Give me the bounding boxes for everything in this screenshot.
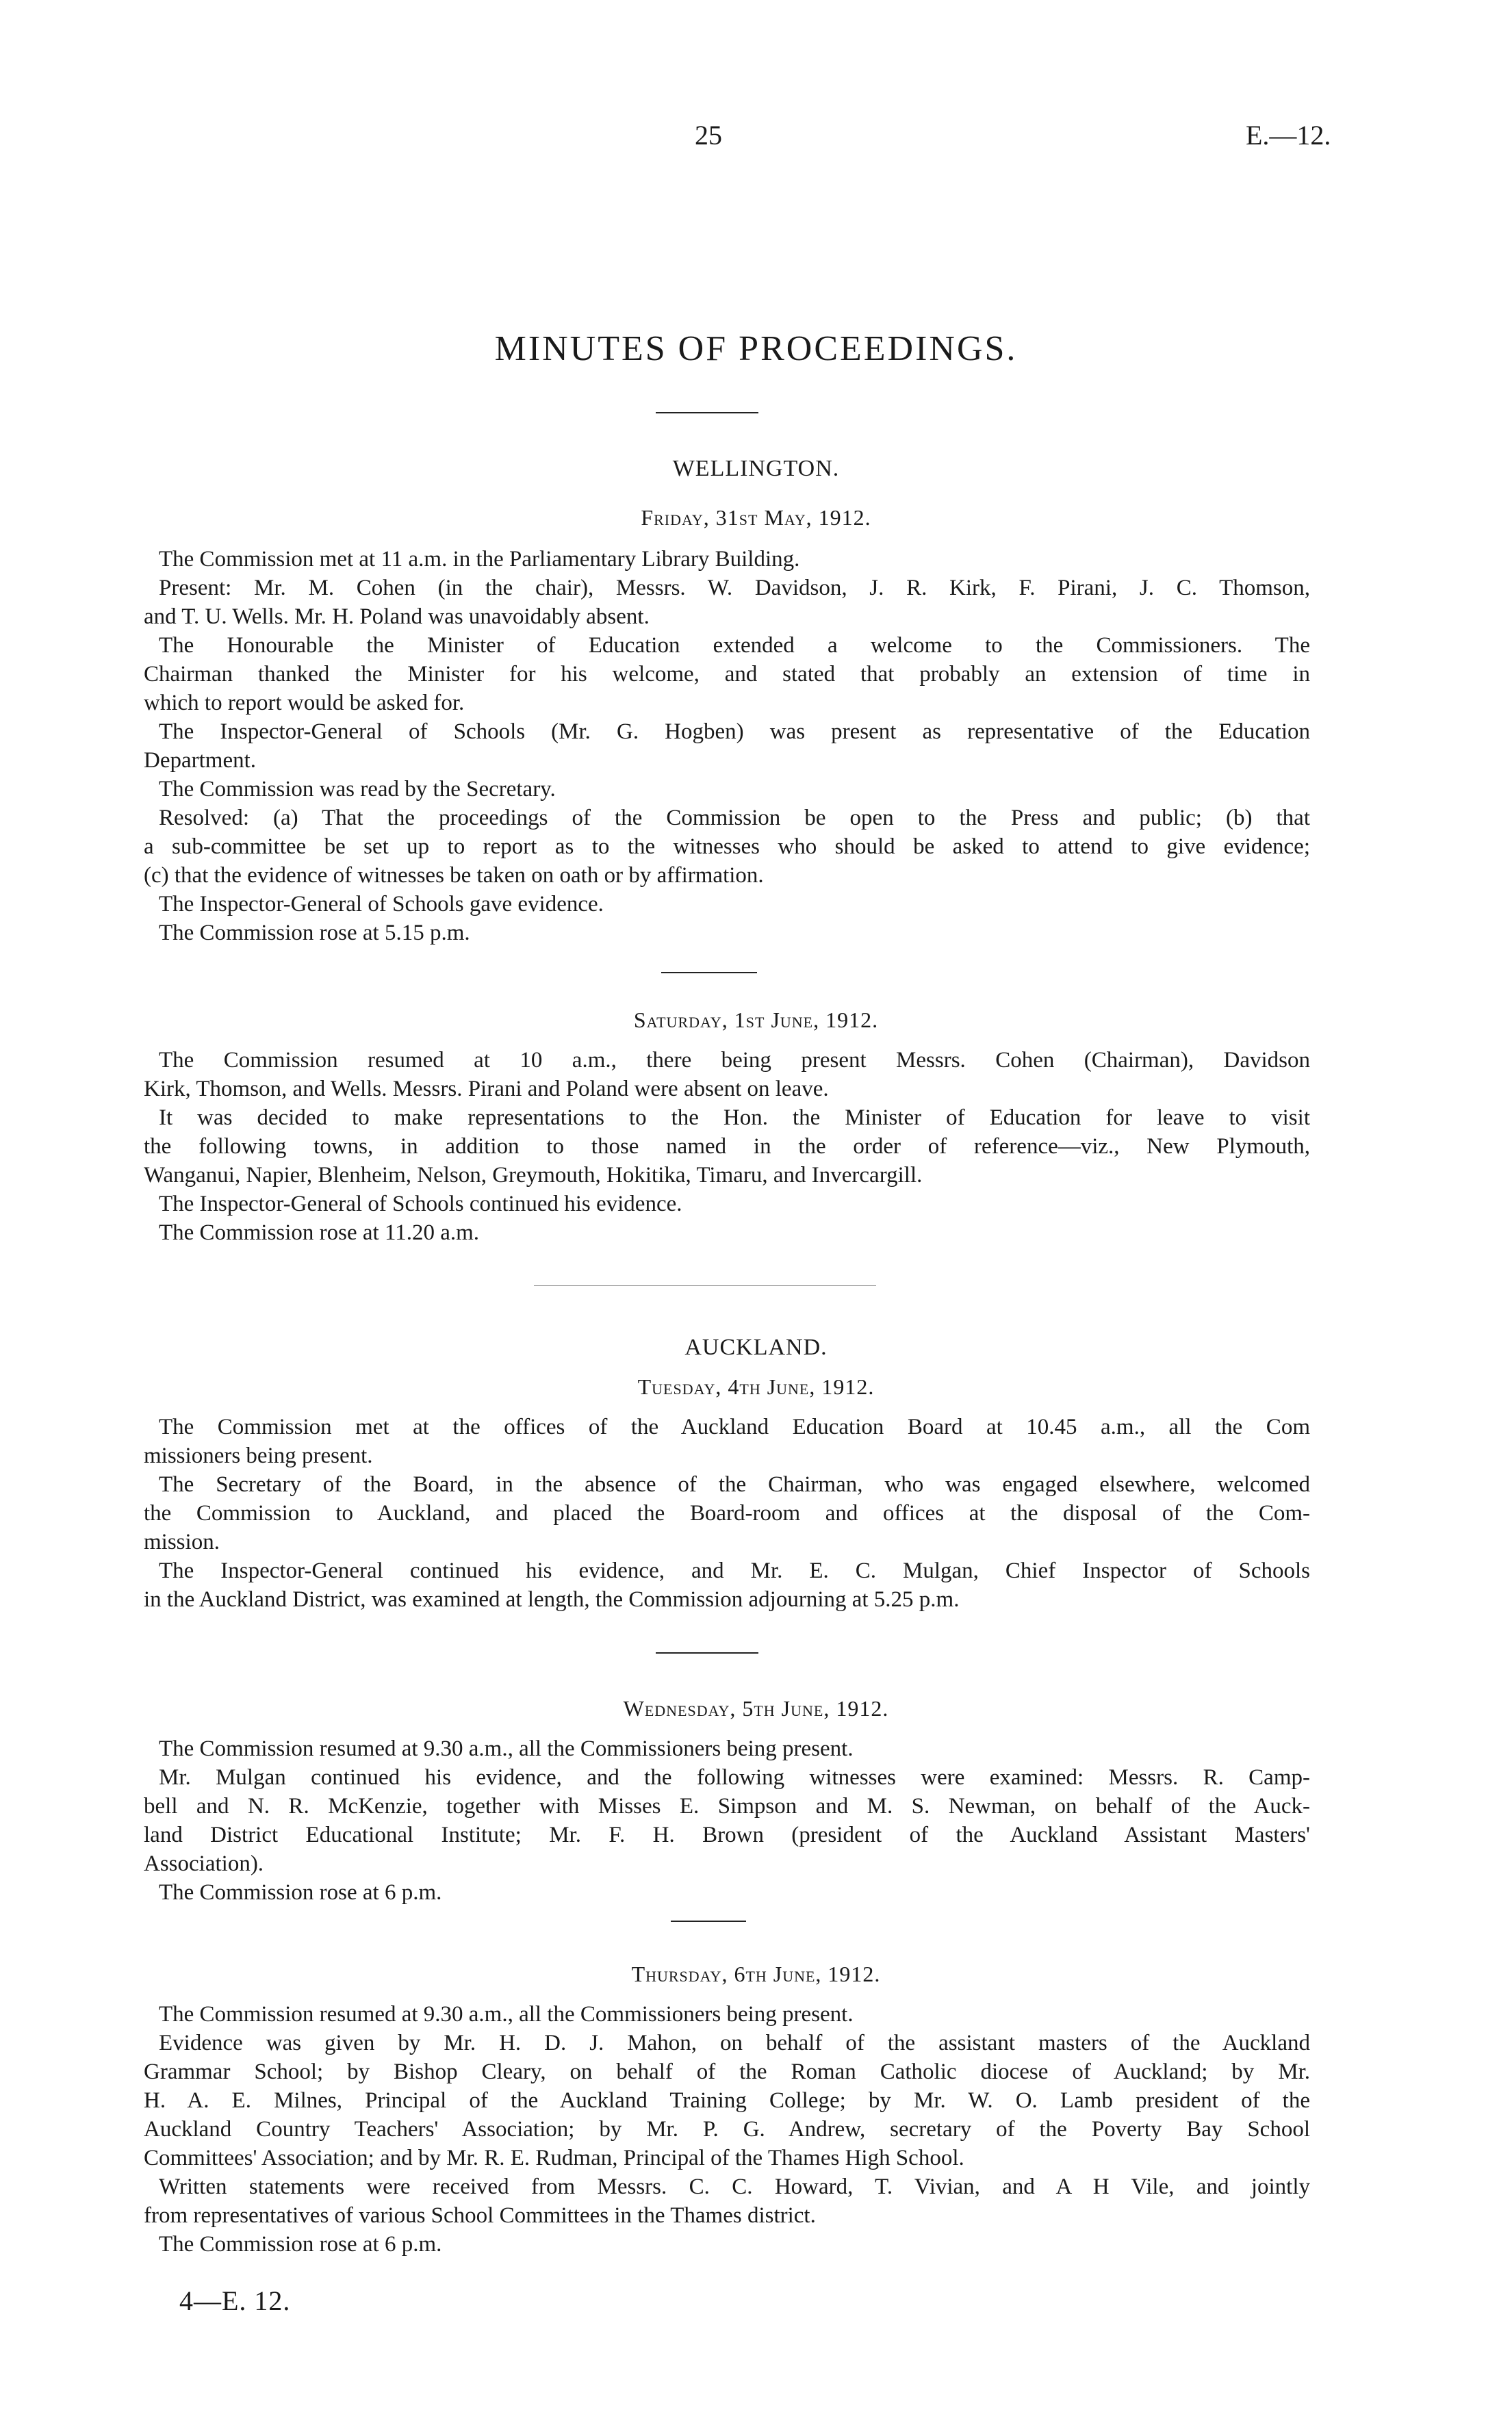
section-rule	[671, 1921, 746, 1922]
text-line: The Secretary of the Board, in the absence of the Chairman, who was engaged elsewhere, welcomed	[159, 1472, 1310, 1497]
text-line: Association).	[144, 1851, 264, 1876]
text-line: Auckland Country Teachers' Association; by Mr. P. G. Andrew, secretary of the Poverty Bay School	[144, 2117, 1310, 2142]
text-line: The Commission rose at 6 p.m.	[159, 2232, 442, 2257]
title-rule	[656, 412, 758, 413]
text-line: Wanganui, Napier, Blenheim, Nelson, Greymouth, Hokitika, Timaru, and Invercargill.	[144, 1163, 923, 1188]
text-line: which to report would be asked for.	[144, 691, 465, 715]
text-line: The Inspector-General of Schools gave evidence.	[159, 892, 604, 916]
text-line: the following towns, in addition to those named in the order of reference—viz., New Plymouth,	[144, 1134, 1310, 1159]
place-heading-wellington: WELLINGTON.	[672, 456, 840, 481]
signature-mark: 4—E. 12.	[179, 2285, 291, 2316]
text-line: The Inspector-General of Schools (Mr. G. Hogben) was present as representative of the Education	[159, 719, 1310, 744]
text-line: and T. U. Wells. Mr. H. Poland was unavoidably absent.	[144, 604, 650, 629]
section-rule-dotted	[534, 1285, 876, 1286]
date-tuesday: Tuesday, 4th June, 1912.	[637, 1374, 875, 1399]
text-line: The Commission met at the offices of the Auckland Education Board at 10.45 a.m., all the Com	[159, 1415, 1310, 1439]
text-line: Present: Mr. M. Cohen (in the chair), Messrs. W. Davidson, J. R. Kirk, F. Pirani, J. C. Thomson,	[159, 576, 1310, 600]
text-line: Chairman thanked the Minister for his welcome, and stated that probably an extension of time in	[144, 662, 1310, 687]
text-line: The Commission rose at 11.20 a.m.	[159, 1220, 480, 1245]
text-line: The Commission met at 11 a.m. in the Parliamentary Library Building.	[159, 547, 800, 572]
text-line: Mr. Mulgan continued his evidence, and the following witnesses were examined: Messrs. R. Camp-	[159, 1765, 1310, 1790]
document-reference: E.—12.	[1246, 120, 1331, 151]
text-line: bell and N. R. McKenzie, together with Misses E. Simpson and M. S. Newman, on behalf of the Auck-	[144, 1794, 1310, 1819]
text-line: Written statements were received from Messrs. C. C. Howard, T. Vivian, and A H Vile, and jointly	[159, 2174, 1310, 2199]
text-line: It was decided to make representations to the Hon. the Minister of Education for leave to visit	[159, 1105, 1310, 1130]
text-line: Evidence was given by Mr. H. D. J. Mahon, on behalf of the assistant masters of the Auckland	[159, 2031, 1310, 2055]
text-line: Resolved: (a) That the proceedings of the Commission be open to the Press and public; (b) that	[159, 806, 1310, 830]
text-line: The Commission resumed at 9.30 a.m., all the Commissioners being present.	[159, 2002, 854, 2027]
text-line: The Honourable the Minister of Education extended a welcome to the Commissioners. The	[159, 633, 1310, 658]
date-thursday: Thursday, 6th June, 1912.	[631, 1962, 881, 1986]
text-line: land District Educational Institute; Mr. F. H. Brown (president of the Auckland Assistant Masters'	[144, 1823, 1310, 1847]
text-line: (c) that the evidence of witnesses be taken on oath or by affirmation.	[144, 863, 764, 888]
text-line: The Commission resumed at 9.30 a.m., all the Commissioners being present.	[159, 1736, 854, 1761]
text-line: The Inspector-General of Schools continued his evidence.	[159, 1192, 682, 1216]
text-line: Committees' Association; and by Mr. R. E. Rudman, Principal of the Thames High School.	[144, 2146, 964, 2170]
date-friday: Friday, 31st May, 1912.	[641, 505, 871, 530]
text-line: Kirk, Thomson, and Wells. Messrs. Pirani and Poland were absent on leave.	[144, 1077, 829, 1101]
page-title: MINUTES OF PROCEEDINGS.	[494, 329, 1018, 368]
text-line: H. A. E. Milnes, Principal of the Auckland Training College; by Mr. W. O. Lamb president of the	[144, 2088, 1310, 2113]
date-saturday: Saturday, 1st June, 1912.	[633, 1008, 879, 1032]
text-line: The Commission resumed at 10 a.m., there being present Messrs. Cohen (Chairman), Davidson	[159, 1048, 1310, 1073]
text-line: Department.	[144, 748, 257, 773]
text-line: mission.	[144, 1530, 220, 1554]
section-rule	[661, 972, 757, 973]
text-line: missioners being present.	[144, 1444, 373, 1468]
text-line: The Commission was read by the Secretary.	[159, 777, 556, 801]
text-line: The Inspector-General continued his evidence, and Mr. E. C. Mulgan, Chief Inspector of Schools	[159, 1558, 1310, 1583]
page-number: 25	[695, 120, 722, 151]
place-heading-auckland: AUCKLAND.	[684, 1335, 828, 1360]
date-wednesday: Wednesday, 5th June, 1912.	[623, 1696, 889, 1721]
text-line: the Commission to Auckland, and placed the Board-room and offices at the disposal of the Com-	[144, 1501, 1310, 1526]
text-line: a sub-committee be set up to report as to the witnesses who should be asked to attend to give evidence;	[144, 834, 1310, 859]
section-rule	[656, 1652, 758, 1654]
text-line: Grammar School; by Bishop Cleary, on behalf of the Roman Catholic diocese of Auckland; by Mr.	[144, 2060, 1310, 2084]
text-line: The Commission rose at 6 p.m.	[159, 1880, 442, 1905]
text-line: in the Auckland District, was examined at length, the Commission adjourning at 5.25 p.m.	[144, 1587, 960, 1612]
text-line: from representatives of various School Committees in the Thames district.	[144, 2203, 816, 2228]
text-line: The Commission rose at 5.15 p.m.	[159, 921, 470, 945]
